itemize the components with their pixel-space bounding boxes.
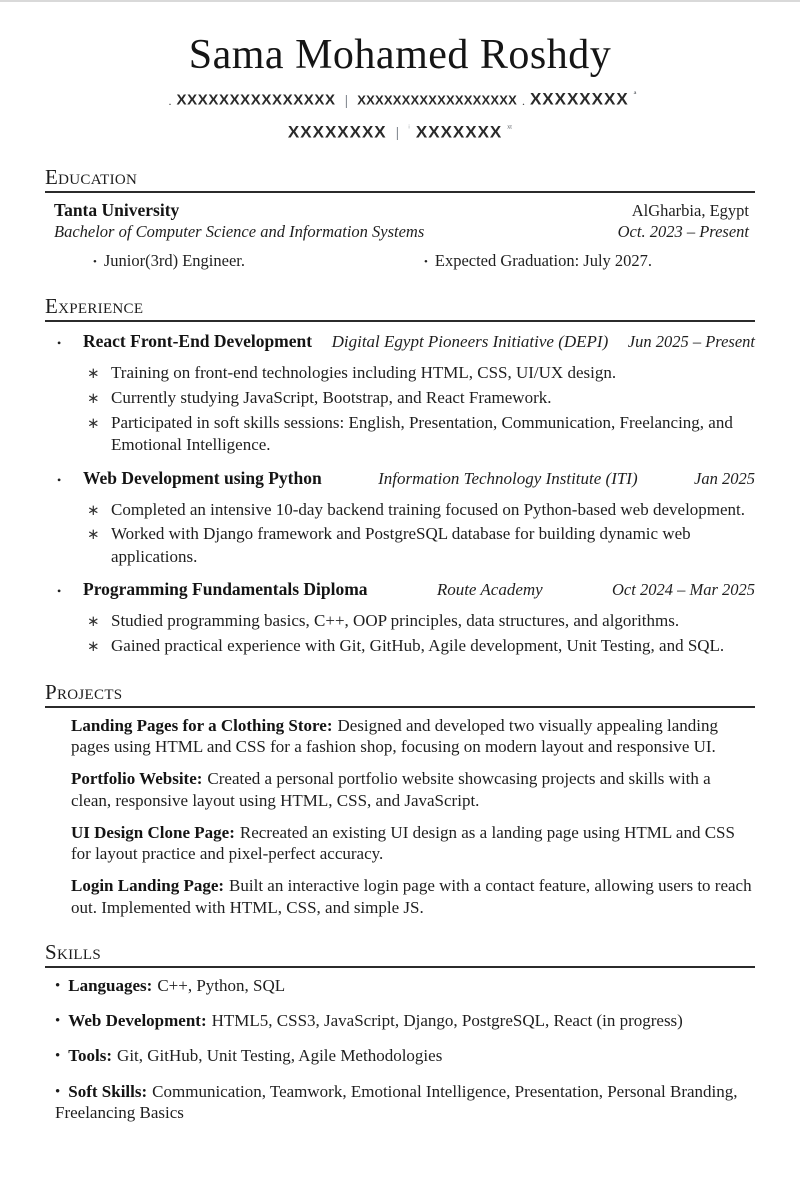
education-row-school — [45, 200, 755, 221]
project-description: Recreated an existing UI design as a landing page using HTML and CSS for layout practice and pixel-perfect accuracy. — [71, 822, 735, 864]
experience-section-title: Experience — [45, 295, 755, 322]
project-name: UI Design Clone Page: — [71, 822, 235, 842]
project-description: Designed and developed two visually appealing landing pages using HTML and CSS for a fashion shop, focusing on modern layout and responsive UI. — [71, 715, 719, 757]
education-bullet-text: Junior(3rd) Engineer. — [103, 251, 245, 271]
project-name: Login Landing Page: — [71, 876, 225, 896]
project-item — [45, 875, 755, 918]
experience-item — [45, 329, 755, 456]
redacted-link: XXXXXXXX — [287, 122, 387, 142]
education-bullet-text: Expected Graduation: July 2027. — [434, 251, 653, 271]
candidate-name: Sama Mohamed Roshdy — [188, 32, 612, 78]
experience-bullet-text: Gained practical experience with Git, GitHub, Agile development, Unit Testing, and SQL. — [111, 636, 725, 656]
experience-bullet-list — [45, 499, 755, 569]
experience-bullet — [87, 499, 755, 522]
bullet-icon: • — [57, 584, 62, 599]
education-bullet — [424, 251, 755, 272]
project-name: Portfolio Website: — [71, 769, 203, 789]
bullet-icon: • — [55, 1013, 61, 1030]
skills-section-title: Skills — [45, 941, 755, 968]
experience-title-row — [45, 466, 755, 492]
redaction-superscript-mark: ˣᵗ — [507, 122, 513, 134]
projects-section-title: Projects — [45, 681, 755, 708]
experience-title-row — [45, 329, 755, 355]
experience-dates: Jan 2025 — [694, 468, 755, 488]
redacted-email: XXXXXXXXXXXXXXXXXX — [357, 92, 517, 108]
experience-bullet — [87, 610, 755, 633]
experience-section — [45, 295, 755, 658]
experience-bullet — [87, 362, 755, 385]
contact-line-2 — [0, 118, 800, 143]
asterisk-bullet-icon: ∗ — [87, 502, 100, 519]
skill-category: Tools: — [68, 1046, 113, 1066]
project-item — [45, 768, 755, 811]
bullet-icon: • — [424, 256, 428, 269]
projects-section — [45, 681, 755, 918]
asterisk-bullet-icon: ∗ — [87, 415, 100, 432]
redaction-superscript-mark: ª — [633, 90, 637, 102]
experience-role: React Front-End Development — [83, 331, 313, 352]
asterisk-bullet-icon: ∗ — [87, 390, 100, 407]
experience-organization: Digital Egypt Pioneers Initiative (DEPI) — [331, 332, 609, 352]
project-item — [45, 715, 755, 758]
bullet-icon: • — [57, 336, 62, 351]
asterisk-bullet-icon: ∗ — [87, 527, 100, 544]
skills-section — [45, 941, 755, 1123]
education-section — [45, 166, 755, 272]
education-row-degree — [45, 221, 755, 242]
experience-title-row — [45, 577, 755, 603]
bullet-icon: • — [57, 472, 62, 487]
top-edge-line — [0, 0, 800, 2]
skill-category: Languages: — [68, 975, 153, 995]
skill-category: Soft Skills: — [68, 1081, 148, 1101]
experience-dates: Oct 2024 – Mar 2025 — [612, 580, 755, 600]
education-bullets — [45, 251, 755, 272]
experience-bullet-text: Participated in soft skills sessions: English, Presentation, Communication, Freelancing, and Emotional Intelligence. — [111, 412, 733, 455]
skill-values: Git, GitHub, Unit Testing, Agile Methodologies — [117, 1046, 443, 1066]
experience-bullet — [87, 635, 755, 658]
experience-bullet — [87, 412, 755, 457]
experience-bullet-text: Worked with Django framework and PostgreSQL database for building dynamic web applications. — [111, 524, 691, 566]
degree-name: Bachelor of Computer Science and Information Systems — [54, 222, 425, 242]
redacted-link: XXXXXXX — [415, 122, 503, 142]
contact-separator: | — [395, 124, 400, 141]
skill-values: Communication, Teamwork, Emotional Intelligence, Presentation, Personal Branding, Freelancing Basics — [55, 1081, 738, 1122]
skill-values: HTML5, CSS3, JavaScript, Django, PostgreSQL, React (in progress) — [211, 1011, 683, 1031]
experience-bullet-text: Studied programming basics, C++, OOP principles, data structures, and algorithms. — [111, 611, 680, 631]
skill-item — [45, 975, 755, 996]
experience-bullet-text: Currently studying JavaScript, Bootstrap, and React Framework. — [111, 387, 552, 407]
contact-separator: | — [344, 91, 349, 108]
asterisk-bullet-icon: ∗ — [87, 366, 100, 383]
experience-bullet — [87, 523, 755, 568]
education-bullet — [93, 251, 424, 272]
bullet-icon: • — [55, 1048, 61, 1065]
redaction-tick-mark: ⁱ — [408, 122, 410, 133]
contact-line-1 — [0, 86, 800, 110]
project-description: Created a personal portfolio website showcasing projects and skills with a clean, responsive layout using HTML, CSS, and JavaScript. — [71, 769, 711, 810]
redacted-phone: XXXXXXXXXXXXXXX — [176, 91, 336, 109]
experience-item — [45, 577, 755, 658]
experience-organization: Route Academy — [436, 580, 543, 600]
bullet-icon: • — [55, 1083, 61, 1100]
redacted-link: XXXXXXXX — [529, 89, 629, 109]
experience-bullet-list — [45, 362, 755, 456]
bullet-icon: • — [93, 256, 97, 269]
project-description: Built an interactive login page with a contact feature, allowing users to reach out. Implemented with HTML, CSS, and simple JS. — [71, 876, 752, 917]
skill-category: Web Development: — [68, 1011, 207, 1031]
skill-item — [45, 1010, 755, 1031]
skill-item — [45, 1045, 755, 1066]
skill-values: C++, Python, SQL — [157, 975, 286, 995]
experience-item — [45, 466, 755, 569]
experience-bullet-text: Completed an intensive 10-day backend training focused on Python-based web development. — [111, 499, 746, 519]
resume-body — [0, 166, 800, 1123]
bullet-icon: • — [55, 977, 61, 994]
education-section-title: Education — [45, 166, 755, 193]
asterisk-bullet-icon: ∗ — [87, 614, 100, 631]
school-name: Tanta University — [54, 200, 180, 221]
resume-header — [0, 0, 800, 143]
project-name: Landing Pages for a Clothing Store: — [71, 715, 333, 735]
experience-role: Web Development using Python — [83, 467, 322, 488]
experience-dates: Jun 2025 – Present — [627, 332, 755, 352]
skill-item — [45, 1081, 755, 1124]
redaction-mark: . — [168, 93, 172, 108]
school-location: AlGharbia, Egypt — [631, 201, 749, 221]
education-dates: Oct. 2023 – Present — [617, 222, 749, 242]
experience-role: Programming Fundamentals Diploma — [83, 579, 368, 600]
experience-bullet — [87, 387, 755, 410]
experience-bullet-text: Training on front-end technologies including HTML, CSS, UI/UX design. — [111, 363, 617, 383]
experience-bullet-list — [45, 610, 755, 658]
experience-organization: Information Technology Institute (ITI) — [378, 468, 638, 488]
project-item — [45, 822, 755, 865]
redaction-mark: . — [521, 93, 525, 108]
asterisk-bullet-icon: ∗ — [87, 639, 100, 656]
